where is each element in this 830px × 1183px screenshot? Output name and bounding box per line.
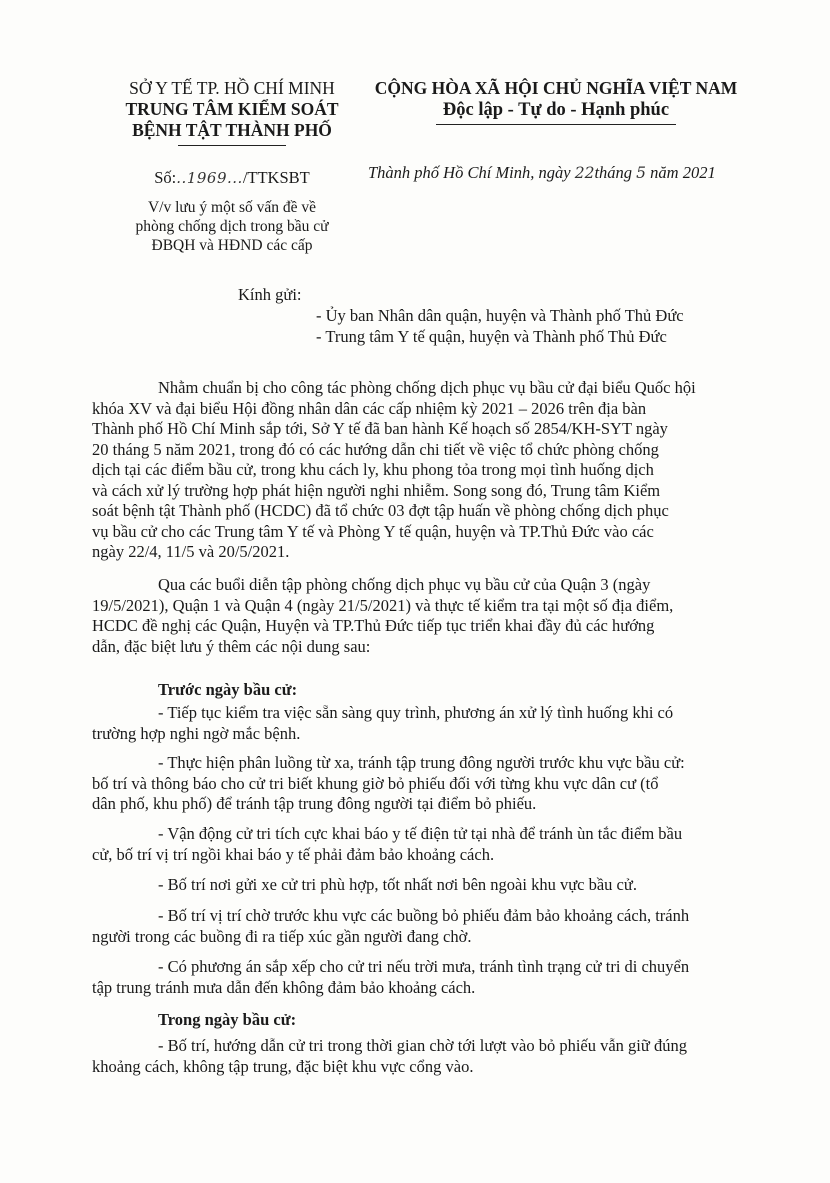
issuer-department: SỞ Y TẾ TP. HỒ CHÍ MINH	[129, 78, 335, 98]
before-item: - Tiếp tục kiểm tra việc sẵn sàng quy trình, phương án xử lý tình huống khi có trường hợp nghi ngờ mắc bệnh.	[92, 703, 674, 743]
date-month: 5	[636, 164, 647, 182]
before-item: - Bố trí nơi gửi xe cử tri phù hợp, tốt nhất nơi bên ngoài khu vực bầu cử.	[158, 875, 637, 894]
before-item: - Vận động cử tri tích cực khai báo y tế điện tử tại nhà để tránh ùn tắc điểm bầu cử, bố trí vị trí ngồi khai báo y tế phải đảm bảo khoảng cách.	[92, 824, 683, 864]
doc-no-handwritten: ..1969...	[176, 169, 243, 187]
document-subject: V/v lưu ý một số vấn đề về phòng chống dịch trong bầu cử ĐBQH và HĐND các cấp	[135, 199, 329, 254]
issuer-block	[108, 78, 356, 255]
recipient-item: - Ủy ban Nhân dân quận, huyện và Thành phố Thủ Đức	[316, 306, 684, 325]
national-motto: Độc lập - Tự do - Hạnh phúc	[442, 100, 670, 120]
motto-underline	[436, 124, 676, 125]
doc-no-prefix: Số:	[154, 168, 177, 187]
intro-paragraph: Nhằm chuẩn bị cho công tác phòng chống dịch phục vụ bầu cử đại biểu Quốc hội khóa XV và đại biểu Hội đồng nhân dân các cấp nhiệm kỳ 2021 – 2026 trên địa bàn Thành phố Hồ Chí Minh sắp tới, Sở Y tế đã ban hành Kế hoạch số 2854/KH-SYT ngày 20 tháng 5 năm 2021, trong đó có các hướng dẫn chi tiết về việc tổ chức phòng chống dịch tại các điểm bầu cử, trong khu cách ly, khu phong tỏa trong mọi tình huống dịch và cách xử lý trường hợp phát hiện người nghi nhiễm. Song song đó, Trung tâm Kiểm soát bệnh tật Thành phố (HCDC) đã tổ chức 03 đợt tập huấn về phòng chống dịch phục vụ bầu cử cho các Trung tâm Y tế và Phòng Y tế quận, huyện và TP.Thủ Đức vào các ngày 22/4, 11/5 và 20/5/2021.	[92, 378, 696, 561]
before-item: - Thực hiện phân luồng từ xa, tránh tập trung đông người trước khu vực bầu cử: bố trí và thông báo cho cử tri biết khung giờ bỏ phiếu đối với từng khu vực dân cư (tổ dân phố, khu phố) để tránh tập trung đông người tại điểm bỏ phiếu.	[92, 753, 685, 813]
section-heading-before: Trước ngày bầu cử:	[158, 680, 298, 699]
national-title: CỘNG HÒA XÃ HỘI CHỦ NGHĨA VIỆT NAM	[374, 78, 738, 98]
date-day: 22	[574, 164, 595, 182]
document-date: Thành phố Hồ Chí Minh, ngày 22tháng 5 năm 2021	[368, 163, 716, 182]
section-heading-during: Trong ngày bầu cử:	[158, 1010, 297, 1029]
issuer-underline	[178, 145, 286, 146]
recipients-label: Kính gửi:	[238, 285, 302, 304]
second-paragraph: Qua các buổi diễn tập phòng chống dịch phục vụ bầu cử của Quận 3 (ngày 19/5/2021), Quận 1 và Quận 4 (ngày 21/5/2021) và thực tế kiểm tra tại một số địa điểm, HCDC đề nghị các Quận, Huyện và TP.Thủ Đức tiếp tục triển khai đầy đủ các hướng dẫn, đặc biệt lưu ý thêm các nội dung sau:	[92, 575, 674, 656]
during-item: - Bố trí, hướng dẫn cử tri trong thời gian chờ tới lượt vào bỏ phiếu vẫn giữ đúng khoảng cách, không tập trung, đặc biệt khu vực cổng vào.	[92, 1036, 687, 1076]
recipient-item: - Trung tâm Y tế quận, huyện và Thành phố Thủ Đức	[316, 327, 667, 346]
issuer-name-line2: BỆNH TẬT THÀNH PHỐ	[132, 120, 332, 140]
before-item: - Có phương án sắp xếp cho cử tri nếu trời mưa, tránh tình trạng cử tri di chuyển tập trung tránh mưa dẫn đến không đảm bảo khoảng cách.	[92, 957, 690, 997]
issuer-name-line1: TRUNG TÂM KIỂM SOÁT	[125, 99, 339, 119]
national-motto-block	[360, 78, 752, 125]
document-number	[108, 168, 356, 188]
doc-no-suffix: /TTKSBT	[242, 168, 310, 187]
before-item: - Bố trí vị trí chờ trước khu vực các buồng bỏ phiếu đảm bảo khoảng cách, tránh người trong các buồng đi ra tiếp xúc gần người đang chờ.	[92, 906, 690, 946]
